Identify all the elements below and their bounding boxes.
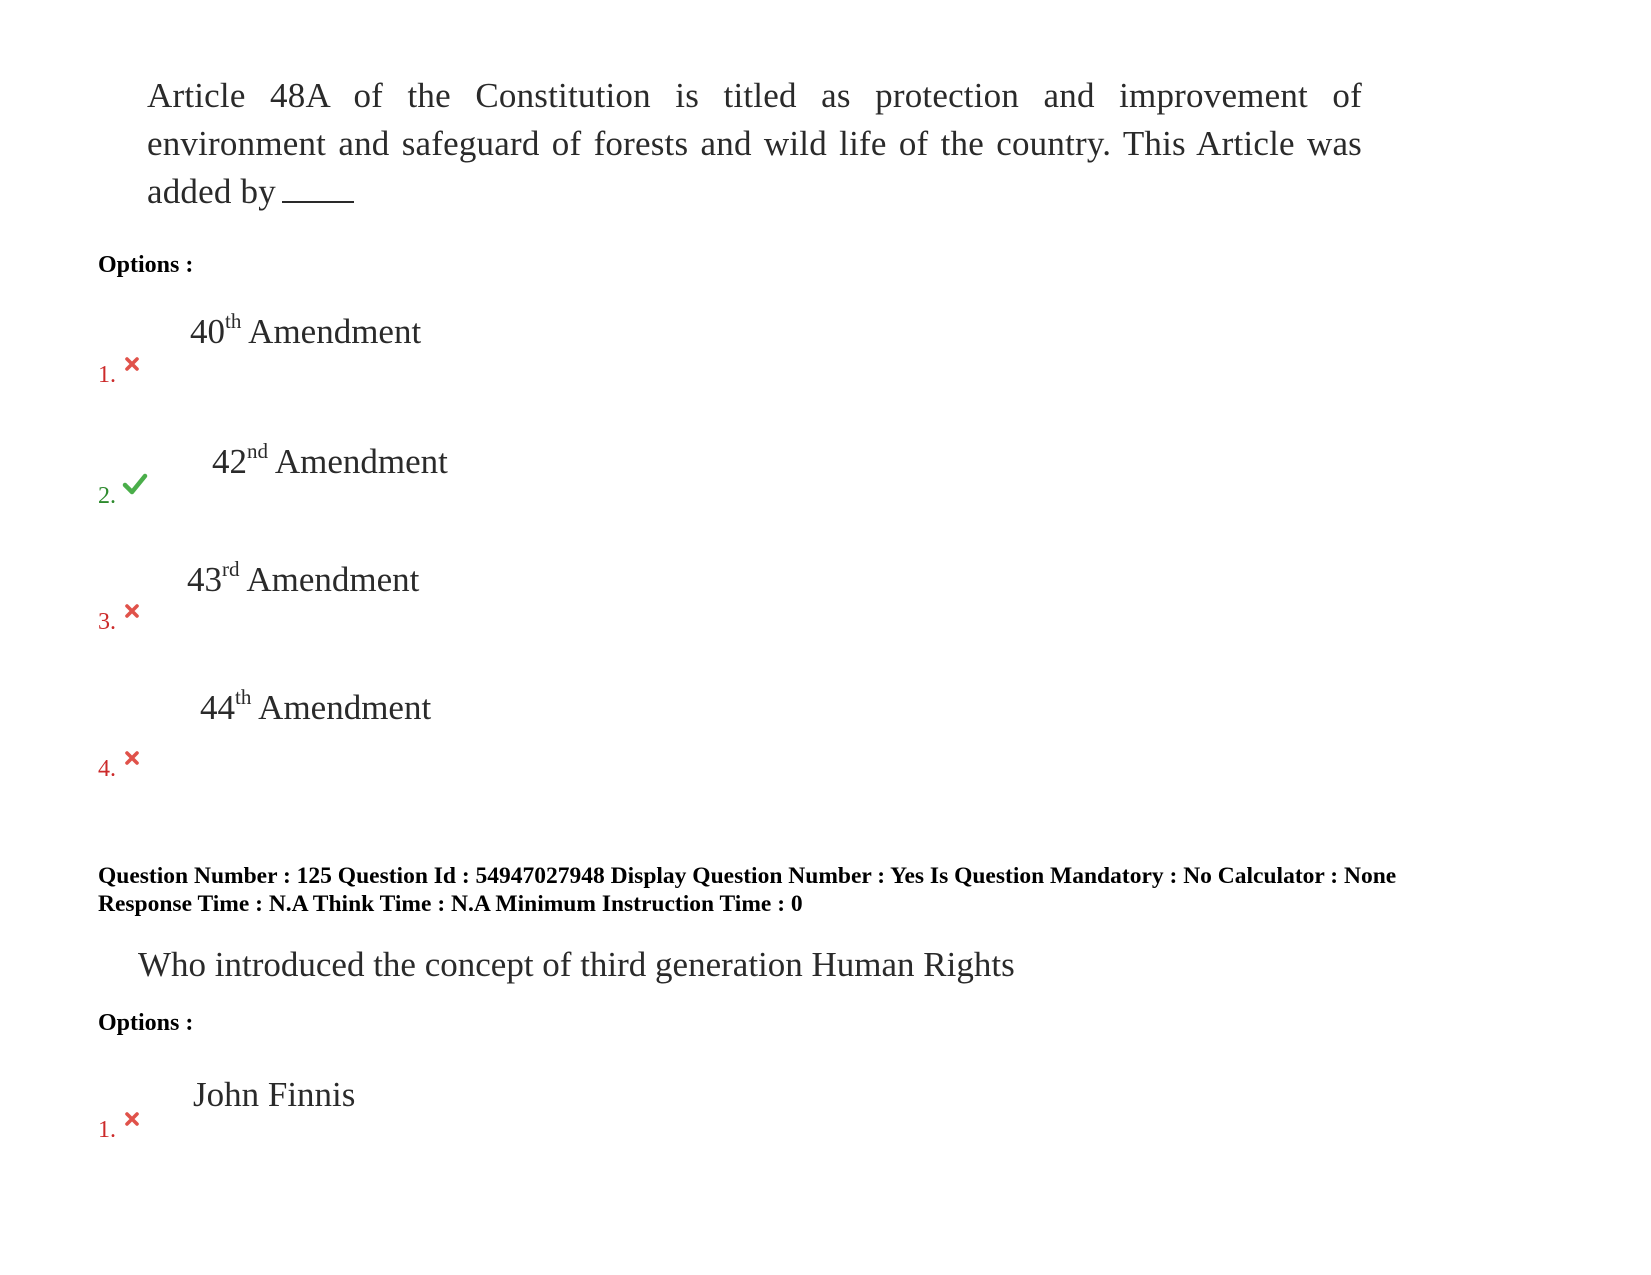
option-value: 44 bbox=[200, 688, 235, 727]
check-icon bbox=[122, 473, 148, 502]
answer-blank bbox=[282, 175, 354, 203]
option-suffix: nd bbox=[247, 439, 268, 463]
option-label: Amendment bbox=[246, 560, 420, 599]
option-3-text bbox=[187, 557, 420, 600]
option-label: Amendment bbox=[248, 312, 422, 351]
option-3-number: 3. bbox=[98, 609, 140, 636]
options-label: Options : bbox=[98, 252, 194, 278]
option-2-number: 2. bbox=[98, 481, 148, 510]
option-value: 40 bbox=[190, 312, 225, 351]
question-stem-line: Article 48A of the Constitution is titled as protection and improvement of bbox=[147, 76, 1362, 115]
option-4-number: 4. bbox=[98, 756, 140, 783]
cross-icon bbox=[124, 599, 140, 626]
option-1-text: John Finnis bbox=[193, 1075, 356, 1114]
option-label: Amendment bbox=[274, 442, 448, 481]
option-2-text bbox=[212, 439, 448, 482]
cross-icon bbox=[124, 746, 140, 773]
option-1-number: 1. bbox=[98, 362, 140, 389]
question-meta-line-2: Response Time : N.A Think Time : N.A Minimum Instruction Time : 0 bbox=[98, 891, 803, 917]
option-value: 43 bbox=[187, 560, 222, 599]
cross-icon bbox=[124, 1107, 140, 1134]
option-suffix: rd bbox=[222, 557, 240, 581]
option-4-text bbox=[200, 685, 432, 728]
option-label: Amendment bbox=[258, 688, 432, 727]
options-label: Options : bbox=[98, 1010, 194, 1036]
cross-icon bbox=[124, 352, 140, 379]
question-stem-text: added by bbox=[147, 172, 276, 211]
question-stem-line: environment and safeguard of forests and wild life of the country. This Article was bbox=[147, 124, 1362, 163]
question-stem bbox=[147, 72, 1362, 216]
option-value: 42 bbox=[212, 442, 247, 481]
option-1-text bbox=[190, 309, 422, 352]
question-meta-line-1: Question Number : 125 Question Id : 54947027948 Display Question Number : Yes Is Question Mandatory : No Calculator : None bbox=[98, 863, 1397, 889]
option-1-number: 1. bbox=[98, 1117, 140, 1144]
option-suffix: th bbox=[225, 309, 242, 333]
question-stem: Who introduced the concept of third generation Human Rights bbox=[138, 945, 1015, 984]
question-stem-line bbox=[147, 168, 1362, 216]
option-suffix: th bbox=[235, 685, 252, 709]
